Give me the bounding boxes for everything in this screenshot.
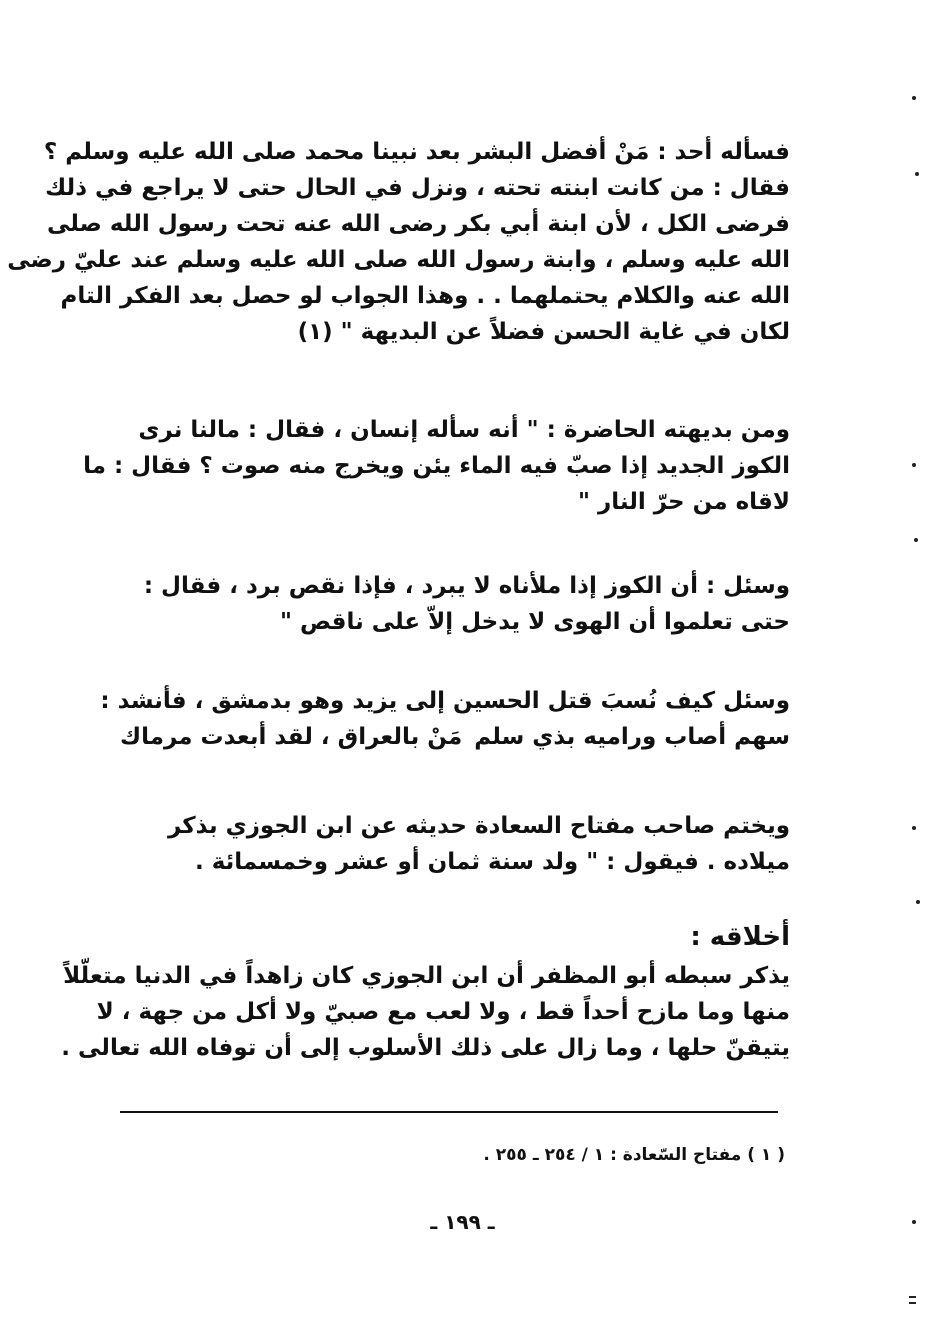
footnote: ( ١ ) مفتاح السّعادة : ١ / ٢٥٤ ـ ٢٥٥ . bbox=[483, 1145, 785, 1165]
scan-speck bbox=[912, 463, 916, 467]
text-line: فسأله أحد : مَنْ أفضل البشر بعد نبينا محمد صلى الله عليه وسلم ؟ bbox=[43, 139, 790, 165]
scan-speck bbox=[912, 826, 916, 830]
paragraph-1 bbox=[7, 134, 790, 350]
text-line: يتيقنّ حلها ، وما زال على ذلك الأسلوب إلى أن توفاه الله تعالى . bbox=[61, 1035, 790, 1061]
footnote-divider bbox=[120, 1111, 778, 1113]
text-line: يذكر سبطه أبو المظفر أن ابن الجوزي كان زاهداً في الدنيا متعلّلاً bbox=[63, 963, 790, 989]
text-line: وسئل كيف نُسبَ قتل الحسين إلى يزيد وهو بدمشق ، فأنشد : bbox=[100, 688, 790, 714]
text-line: الله عنه والكلام يحتملهما . . وهذا الجواب لو حصل بعد الفكر التام bbox=[60, 283, 790, 309]
poem-verse bbox=[120, 719, 790, 755]
text-line: ومن بديهته الحاضرة : " أنه سأله إنسان ، فقال : مالنا نرى bbox=[138, 417, 790, 443]
scan-speck bbox=[912, 96, 916, 100]
text-line: الله عليه وسلم ، وابنة رسول الله صلى الله عليه وسلم عند عليّ رضى bbox=[7, 247, 790, 273]
paragraph-2 bbox=[83, 412, 790, 520]
paragraph-5 bbox=[120, 808, 790, 880]
scan-speck bbox=[915, 172, 919, 176]
text-line: ويختم صاحب مفتاح السعادة حديثه عن ابن الجوزي بذكر bbox=[168, 813, 790, 839]
page-number: ـ ١٩٩ ـ bbox=[430, 1210, 495, 1234]
text-line: حتى تعلموا أن الهوى لا يدخل إلاّ على ناقص " bbox=[280, 609, 790, 635]
scan-speck bbox=[909, 1302, 916, 1304]
paragraph-6 bbox=[61, 958, 790, 1066]
paragraph-3 bbox=[120, 568, 790, 640]
text-line: فرضى الكل ، لأن ابنة أبي بكر رضى الله عنه تحت رسول الله صلى bbox=[46, 211, 790, 237]
text-line: وسئل : أن الكوز إذا ملأناه لا يبرد ، فإذا نقص برد ، فقال : bbox=[143, 573, 790, 599]
text-line: لكان في غاية الحسن فضلاً عن البديهة " (١) bbox=[297, 319, 790, 345]
text-line: لاقاه من حرّ النار " bbox=[577, 489, 790, 515]
scan-speck bbox=[912, 1220, 916, 1224]
verse-second-hemistich: مَنْ بالعراق ، لقد أبعدت مرماك bbox=[120, 724, 463, 750]
text-line: الكوز الجديد إذا صبّ فيه الماء يئن ويخرج منه صوت ؟ فقال : ما bbox=[83, 453, 790, 479]
scan-speck bbox=[916, 900, 920, 904]
verse-first-hemistich: سهم أصاب وراميه بذي سلم bbox=[474, 724, 790, 750]
text-line: منها وما مازح أحداً قط ، ولا لعب مع صبيّ ولا أكل من جهة ، لا bbox=[96, 999, 790, 1025]
scan-speck bbox=[914, 538, 918, 542]
text-line: ميلاده . فيقول : " ولد سنة ثمان أو عشر وخمسمائة . bbox=[194, 849, 790, 875]
text-line: فقال : من كانت ابنته تحته ، ونزل في الحال حتى لا يراجع في ذلك bbox=[45, 175, 790, 201]
scan-speck bbox=[909, 1296, 916, 1298]
paragraph-4 bbox=[100, 683, 790, 755]
section-heading: أخلاقه : bbox=[690, 922, 790, 952]
